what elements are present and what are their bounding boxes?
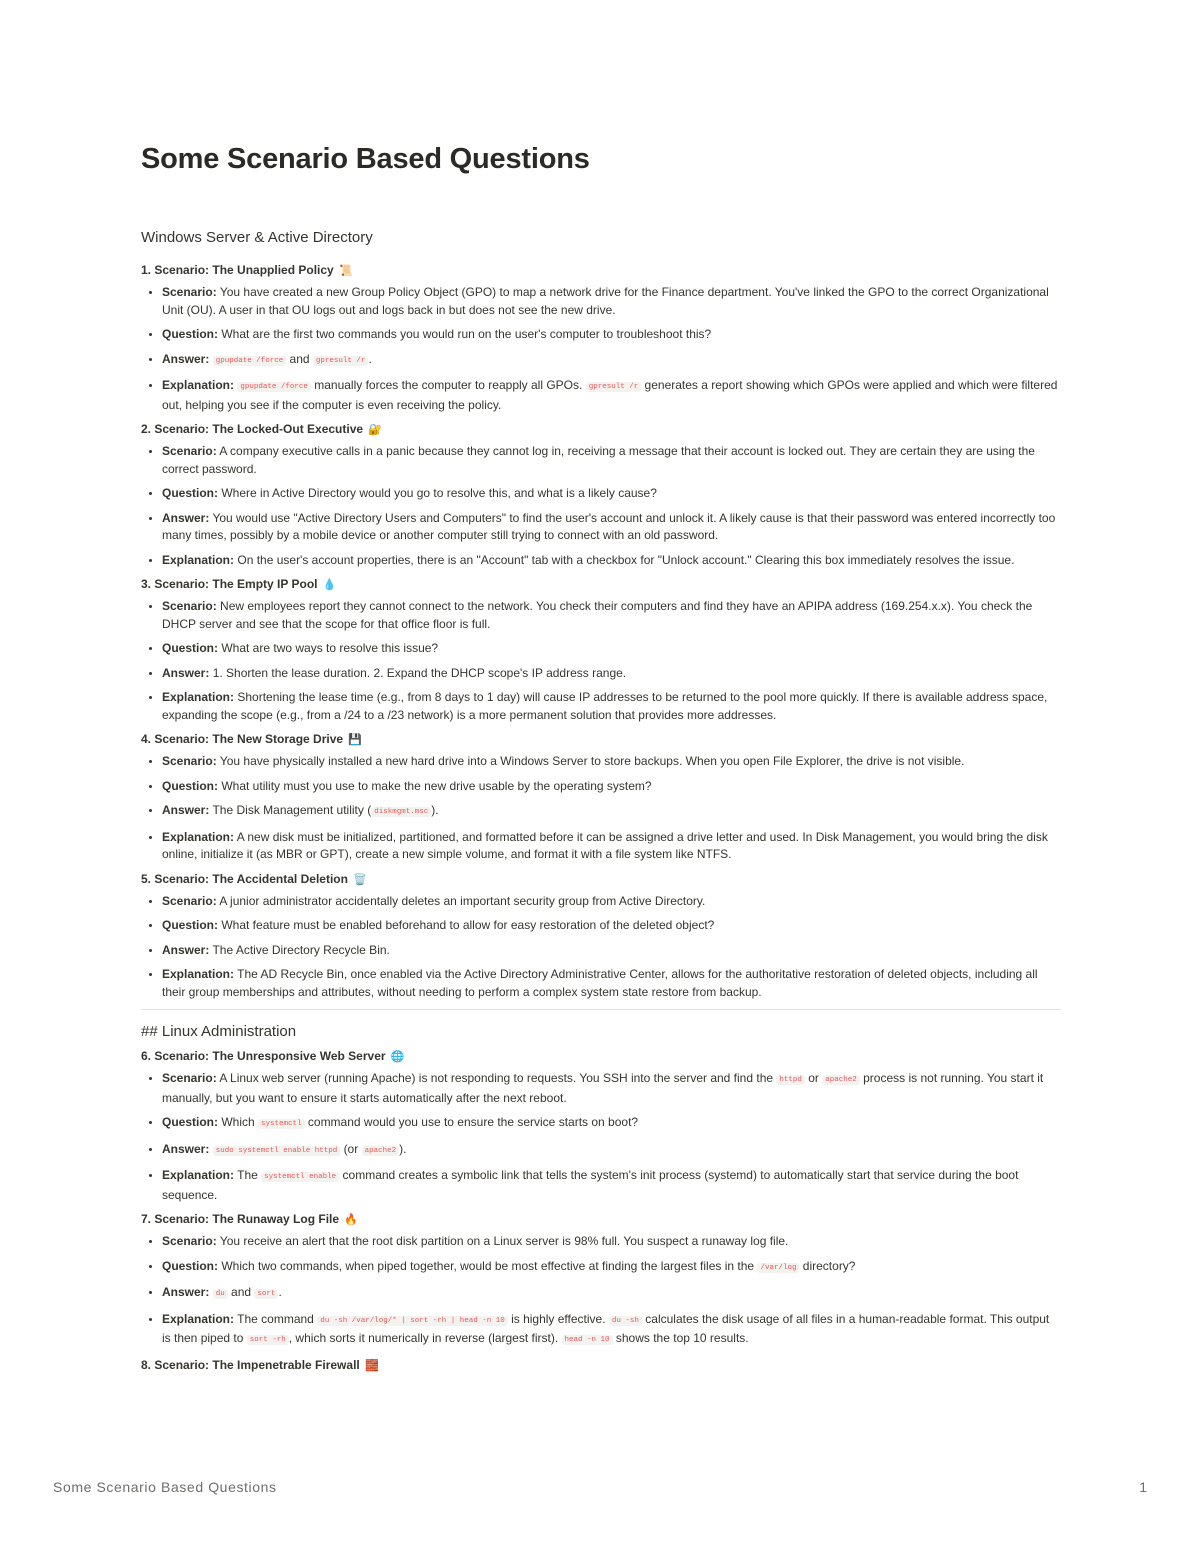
scenario-title-3: 3. Scenario: The Empty IP Pool 💧	[141, 577, 337, 591]
section-heading-linux: ## Linux Administration	[141, 1023, 297, 1040]
globe-icon: 🌐	[390, 1051, 405, 1063]
scenario-title-2: 2. Scenario: The Locked-Out Executive 🔐	[141, 422, 383, 436]
droplet-icon: 💧	[322, 579, 337, 591]
scroll-icon: 📜	[339, 265, 353, 277]
scenario-title-8: 8. Scenario: The Impenetrable Firewall 🧱	[141, 1357, 379, 1372]
scenario-list-4	[141, 753, 1061, 864]
list-item: • Answer: sudo systemctl enable httpd (or apache2 ).	[162, 1141, 1061, 1161]
scenario-title-4: 4. Scenario: The New Storage Drive 💾	[141, 732, 363, 746]
list-item: • Scenario: You have physically installed a new hard drive into a Windows Server to store backups. When you open File Explorer, the drive is not visible.	[162, 753, 1061, 771]
document-body	[141, 140, 1061, 1379]
list-item: • Explanation: The AD Recycle Bin, once enabled via the Active Directory Administrative Center, allows for the authoritative restoration of deleted objects, including all their group memberships and attributes, without needing to perform a complex system state restore from backup.	[162, 966, 1061, 1001]
list-item: • Scenario: New employees report they cannot connect to the network. You check their computers and find they have an APIPA address (169.254.x.x). You check the DHCP server and see that the scope for that office floor is full.	[162, 598, 1061, 633]
list-item: • Scenario: A Linux web server (running Apache) is not responding to requests. You SSH into the server and find the httpd or apache2 process is not running. You start it manually, but you want to ensure it starts automatically after the next reboot.	[162, 1070, 1061, 1107]
scenario-list-7	[141, 1233, 1061, 1350]
list-item: • Explanation: The systemctl enable command creates a symbolic link that tells the system's init process (systemd) to automatically start that service during the boot sequence.	[162, 1167, 1061, 1204]
list-item: • Scenario: A company executive calls in a panic because they cannot log in, receiving a message that their account is locked out. They are certain they are using the correct password.	[162, 443, 1061, 478]
list-item: • Explanation: On the user's account properties, there is an "Account" tab with a checkbox for "Unlock account." Clearing this box immediately resolves the issue.	[162, 552, 1061, 570]
list-item: • Answer: The Disk Management utility ( diskmgmt.msc ).	[162, 802, 1061, 822]
scenario-title-6: 6. Scenario: The Unresponsive Web Server 🌐	[141, 1049, 405, 1063]
fire-icon: 🔥	[344, 1214, 359, 1226]
lock-key-icon: 🔐	[368, 424, 383, 436]
scenario-list-5	[141, 893, 1061, 1002]
page-number: 1	[1139, 1479, 1147, 1495]
list-item: • Answer: du and sort .	[162, 1284, 1061, 1304]
list-item: • Answer: 1. Shorten the lease duration. 2. Expand the DHCP scope's IP address range.	[162, 665, 1061, 683]
list-item: • Question: Where in Active Directory would you go to resolve this, and what is a likely cause?	[162, 485, 1061, 503]
list-item: • Scenario: You have created a new Group Policy Object (GPO) to map a network drive for the Finance department. You've linked the GPO to the correct Organizational Unit (OU). A user in that OU logs out and logs back in but does not see the new drive.	[162, 284, 1061, 319]
brick-wall-icon: 🧱	[365, 1359, 379, 1372]
list-item: • Question: What are the first two commands you would run on the user's computer to troubleshoot this?	[162, 326, 1061, 344]
list-item: • Explanation: The command du -sh /var/log/* | sort -rh | head -n 10 is highly effective. du -sh calculates the disk usage of all files in a human-readable format. This output is then piped to sort -rh , which sorts it numerically in reverse (largest first). head -n 10 shows the top 10 results.	[162, 1311, 1061, 1350]
footer-title: Some Scenario Based Questions	[53, 1479, 277, 1495]
list-item: • Answer: gpupdate /force and gpresult /r .	[162, 351, 1061, 371]
list-item: • Explanation: A new disk must be initialized, partitioned, and formatted before it can be assigned a drive letter and used. In Disk Management, you would bring the disk online, initialize it (as MBR or GPT), create a new simple volume, and format it with a file system like NTFS.	[162, 829, 1061, 864]
scenario-list-2	[141, 443, 1061, 569]
scenario-title-5: 5. Scenario: The Accidental Deletion 🗑️	[141, 871, 367, 886]
section-heading-windows: Windows Server & Active Directory	[141, 229, 373, 246]
scenario-list-3	[141, 598, 1061, 724]
page-title: Some Scenario Based Questions	[141, 143, 590, 175]
trash-icon: 🗑️	[353, 873, 367, 886]
list-item: • Question: What feature must be enabled beforehand to allow for easy restoration of the deleted object?	[162, 917, 1061, 935]
list-item: • Answer: The Active Directory Recycle Bin.	[162, 942, 1061, 960]
scenario-list-6	[141, 1070, 1061, 1204]
list-item: • Explanation: gpupdate /force manually forces the computer to reapply all GPOs. gpresult /r generates a report showing which GPOs were applied and which were filtered out, helping you see if the computer is even receiving the policy.	[162, 377, 1061, 414]
section-divider	[141, 1009, 1061, 1010]
scenario-list-1	[141, 284, 1061, 414]
scenario-title-1: 1. Scenario: The Unapplied Policy 📜	[141, 263, 353, 277]
scenario-title-7: 7. Scenario: The Runaway Log File 🔥	[141, 1212, 359, 1226]
list-item: • Question: What utility must you use to make the new drive usable by the operating system?	[162, 778, 1061, 796]
list-item: • Question: Which systemctl command would you use to ensure the service starts on boot?	[162, 1114, 1061, 1134]
list-item: • Question: Which two commands, when piped together, would be most effective at finding the largest files in the /var/log directory?	[162, 1258, 1061, 1278]
list-item: • Question: What are two ways to resolve this issue?	[162, 640, 1061, 658]
list-item: • Answer: You would use "Active Directory Users and Computers" to find the user's account and unlock it. A likely cause is that their password was entered incorrectly too many times, possibly by a mobile device or another computer still trying to connect with an old password.	[162, 510, 1061, 545]
list-item: • Scenario: A junior administrator accidentally deletes an important security group from Active Directory.	[162, 893, 1061, 911]
floppy-disk-icon: 💾	[348, 734, 363, 746]
list-item: • Scenario: You receive an alert that the root disk partition on a Linux server is 98% full. You suspect a runaway log file.	[162, 1233, 1061, 1251]
list-item: • Explanation: Shortening the lease time (e.g., from 8 days to 1 day) will cause IP addresses to be returned to the pool more quickly. If there is available address space, expanding the scope (e.g., from a /24 to a /23 network) is a more permanent solution that provides more addresses.	[162, 689, 1061, 724]
